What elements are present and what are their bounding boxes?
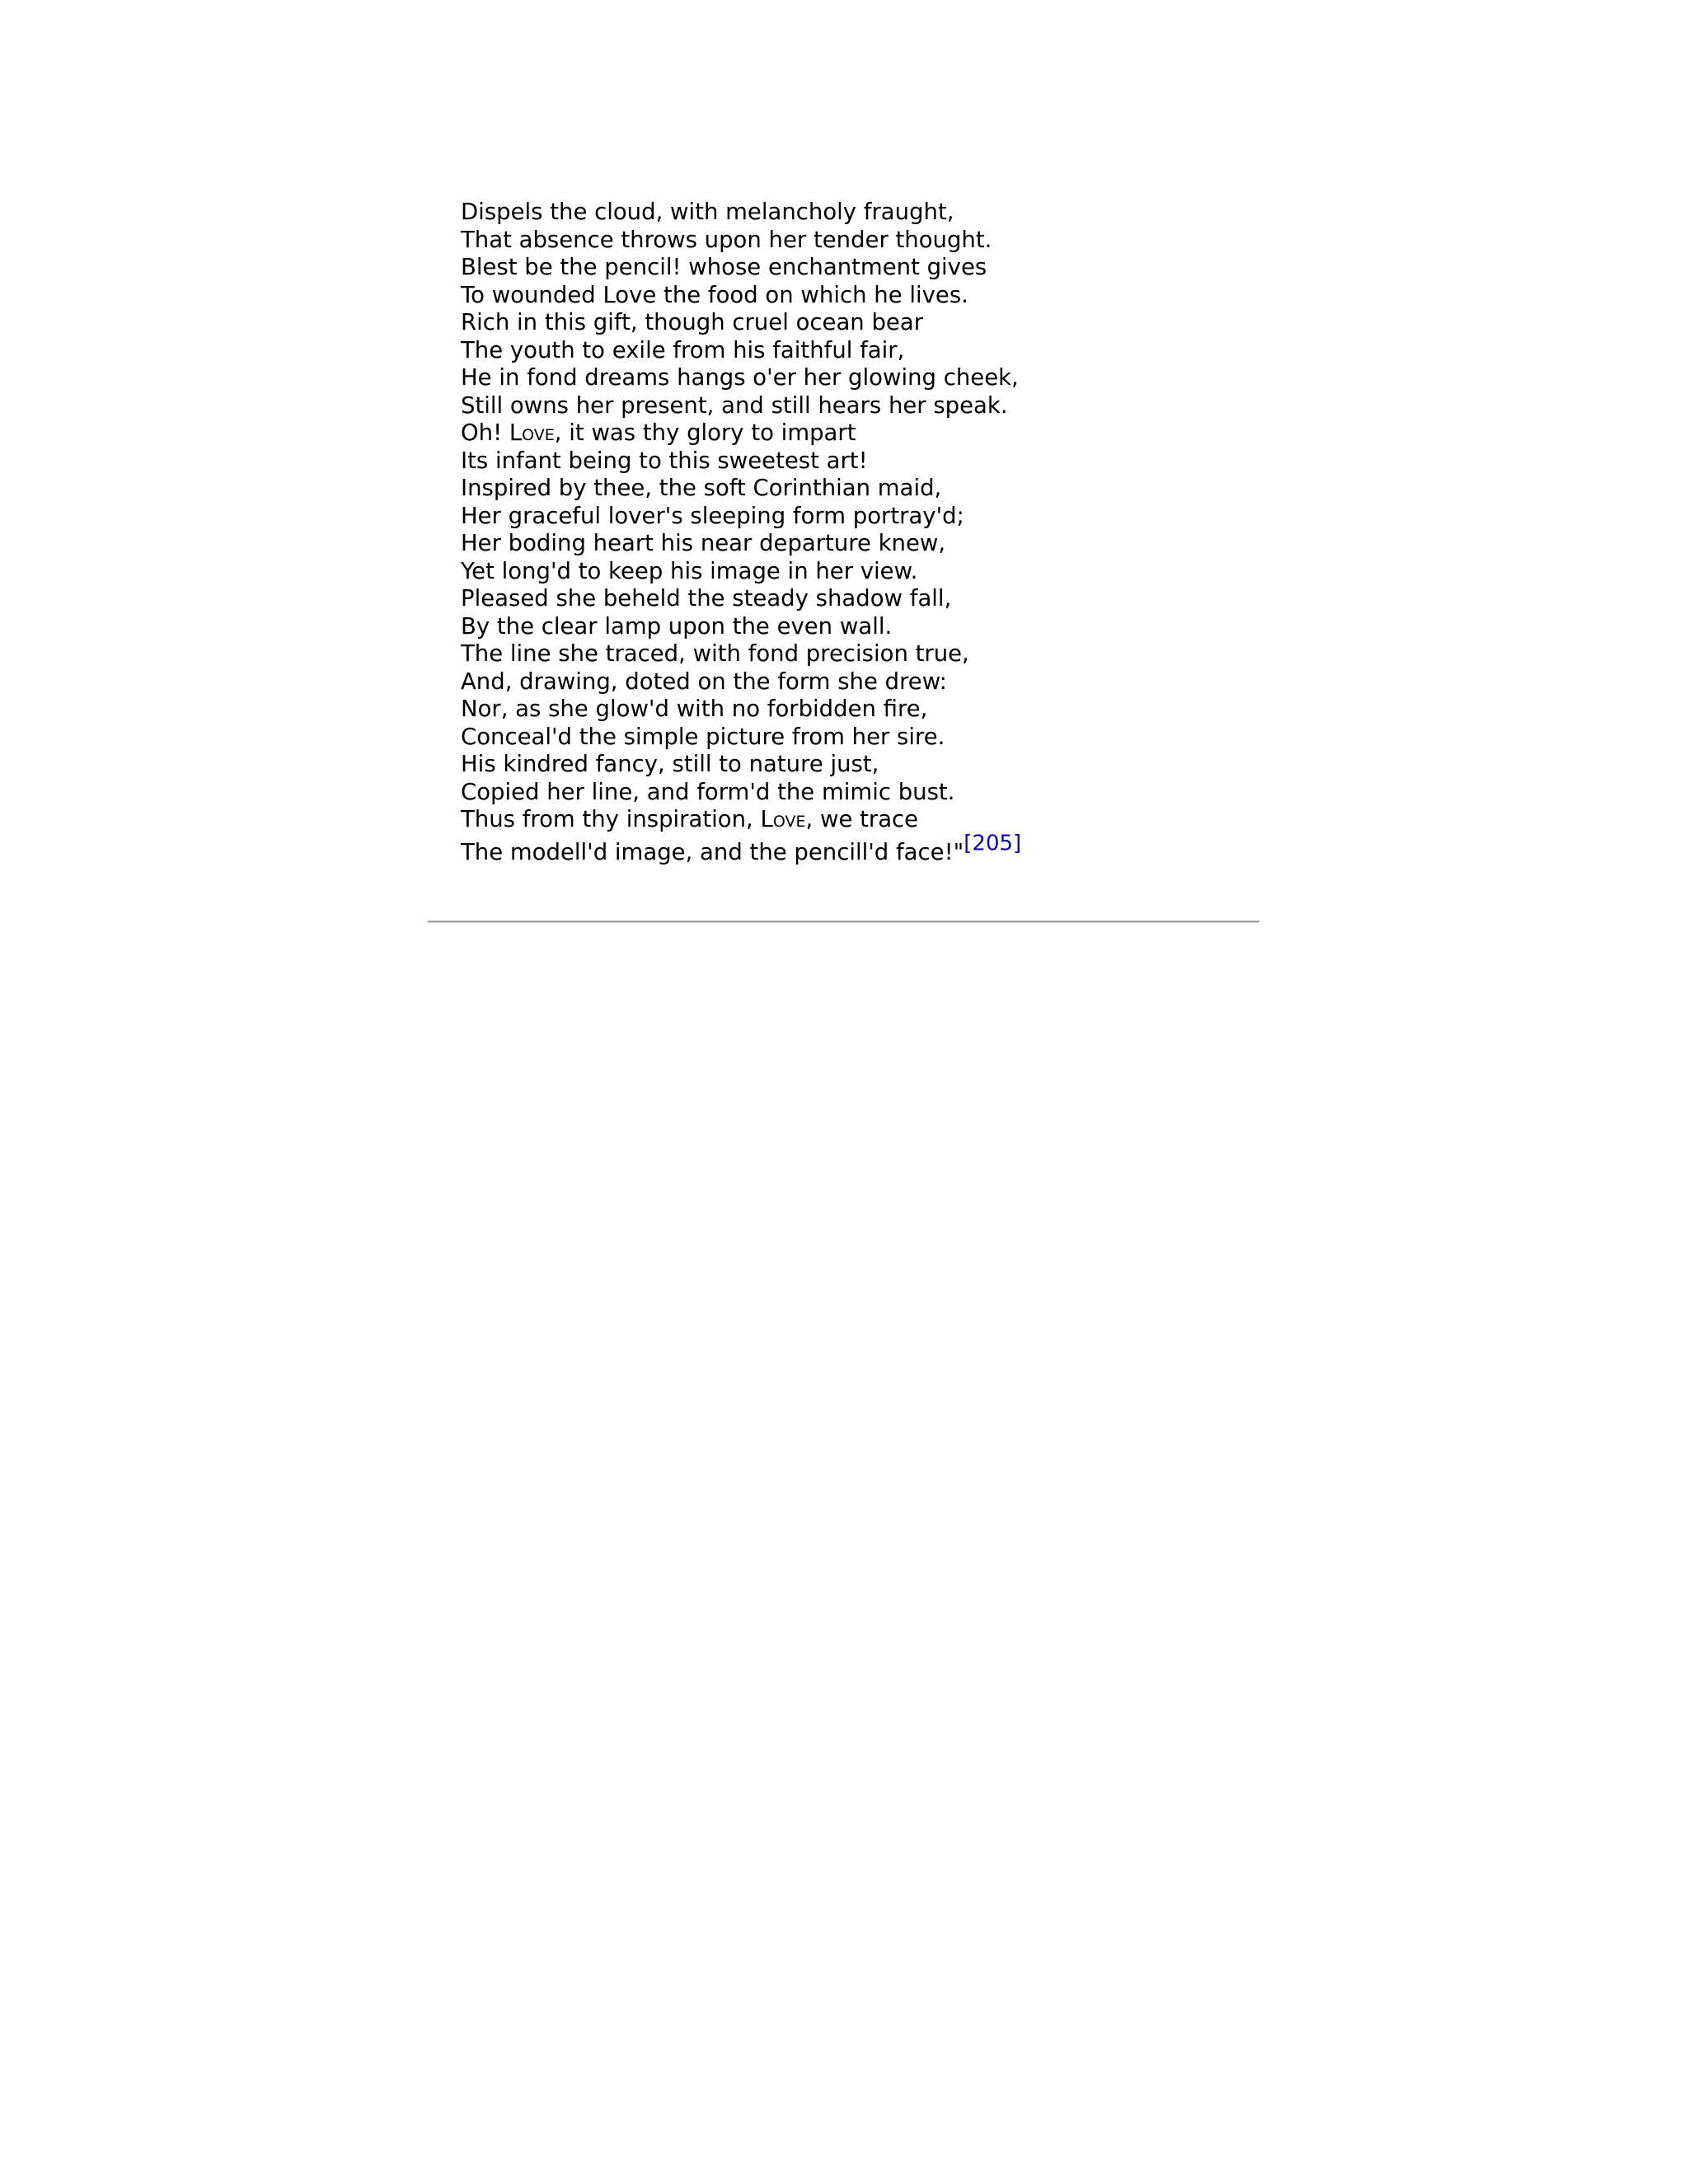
poem-last-line [461, 830, 1268, 867]
poem-line: Copied her line, and form'd the mimic bust. [461, 778, 955, 805]
poem-line: Yet long'd to keep his image in her view. [461, 557, 918, 584]
poem-line [461, 806, 1268, 834]
poem-line: Its infant being to this sweetest art! [461, 447, 868, 474]
poem-line: Her graceful lover's sleeping form portray'd; [461, 502, 964, 529]
line-text: The modell'd image, and the pencill'd face!" [461, 838, 964, 865]
poem-line [461, 419, 1268, 448]
poem-line: That absence throws upon her tender thought. [461, 226, 992, 253]
poem-line: Pleased she beheld the steady shadow fall, [461, 585, 952, 612]
poem-line: To wounded Love the food on which he lives. [461, 281, 968, 308]
poem-line: Conceal'd the simple picture from her sire. [461, 723, 945, 750]
poem-line: Nor, as she glow'd with no forbidden fire, [461, 696, 928, 722]
poem-line: He in fond dreams hangs o'er her glowing cheek, [461, 364, 1019, 391]
poem-line: The line she traced, with fond precision true, [461, 640, 969, 667]
poem-line: Still owns her present, and still hears her speak. [461, 391, 1008, 419]
footnote-link[interactable]: [205] [964, 830, 1022, 855]
small-caps-love: Love [509, 419, 555, 446]
poem-line: Dispels the cloud, with melancholy fraught, [461, 199, 954, 225]
line-text: Thus from thy inspiration, [461, 806, 761, 832]
small-caps-love: Love [760, 806, 806, 832]
poem-line: And, drawing, doted on the form she drew: [461, 668, 947, 695]
poem-line: Inspired by thee, the soft Corinthian maid, [461, 475, 942, 501]
poem-line: Her boding heart his near departure knew, [461, 530, 946, 556]
horizontal-rule [428, 921, 1259, 923]
line-text: , it was thy glory to impart [554, 419, 856, 446]
line-text: , we trace [805, 806, 919, 832]
poem-line: The youth to exile from his faithful fair, [461, 336, 905, 363]
poem-line: By the clear lamp upon the even wall. [461, 612, 893, 640]
poem-line: Blest be the pencil! whose enchantment gives [461, 254, 987, 280]
poem [461, 199, 1268, 866]
poem-line: Rich in this gift, though cruel ocean bear [461, 309, 923, 335]
poem-line: His kindred fancy, still to nature just, [461, 751, 879, 777]
line-text: Oh! [461, 419, 509, 446]
